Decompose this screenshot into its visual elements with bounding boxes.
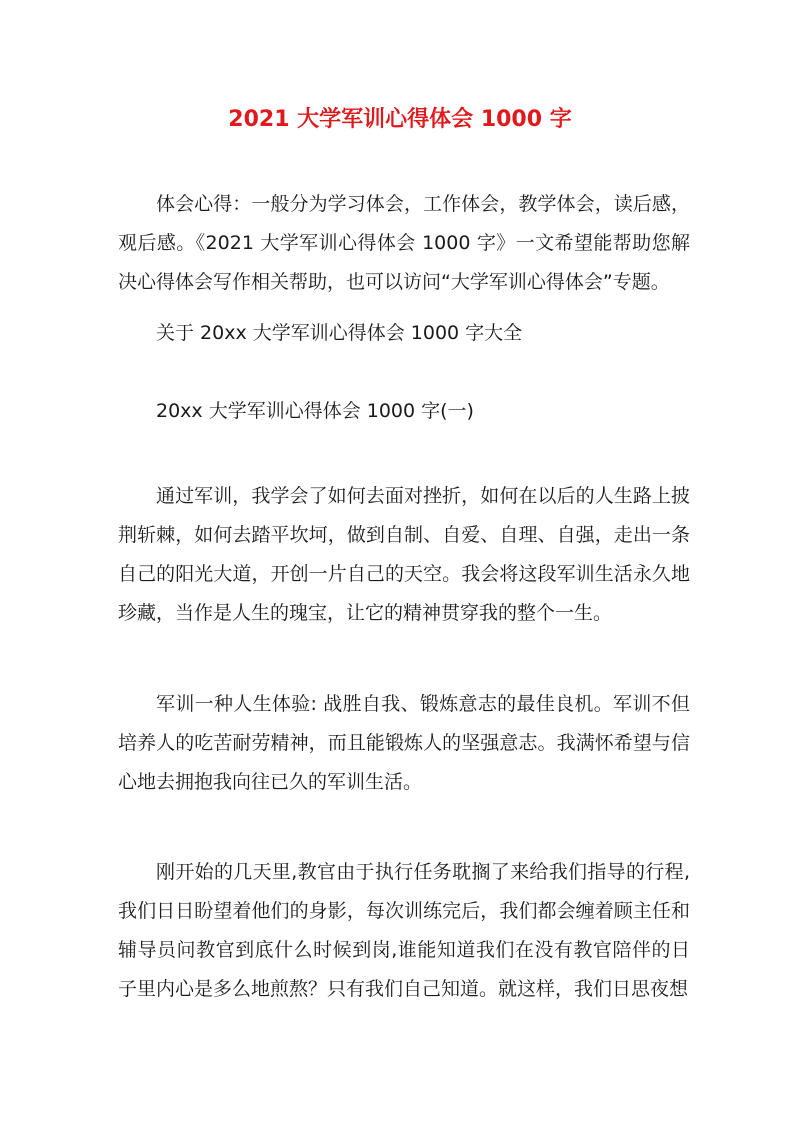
body-paragraph-3: 刚开始的几天里,教官由于执行任务耽搁了来给我们指导的行程,我们日日盼望着他们的身影，每次训练完后，我们都会缠着顾主任和辅导员问教官到底什么时候到岗,谁能知道我们在没有教官陪伴的日子里内心是多么地煎熬？只有我们自己知道。就这样，我们日思夜想 [118,861,690,1000]
part-one-heading: 20xx 大学军训心得体会 1000 字(一) [156,400,474,422]
document-title: 2021 大学军训心得体会 1000 字 [228,107,572,132]
body-paragraph-2: 军训一种人生体验: 战胜自我、锻炼意志的最佳良机。军训不但培养人的吃苦耐劳精神，而且能锻炼人的坚强意志。我满怀希望与信心地去拥抱我向往已久的军训生活。 [118,693,690,793]
intro-paragraph: 体会心得：一般分为学习体会，工作体会，教学体会，读后感，观后感。《2021 大学军训心得体会 1000 字》一文希望能帮助您解决心得体会写作相关帮助，也可以访问“大学军训心得体会”专题。 [118,193,690,293]
body-paragraph-1: 通过军训，我学会了如何去面对挫折，如何在以后的人生路上披荆斩棘，如何去踏平坎坷，做到自制、自爱、自理、自强，走出一条自己的阳光大道，开创一片自己的天空。我会将这段军训生活永久地珍藏，当作是人生的瑰宝，让它的精神贯穿我的整个一生。 [118,485,690,624]
collection-heading: 关于 20xx 大学军训心得体会 1000 字大全 [156,322,523,344]
